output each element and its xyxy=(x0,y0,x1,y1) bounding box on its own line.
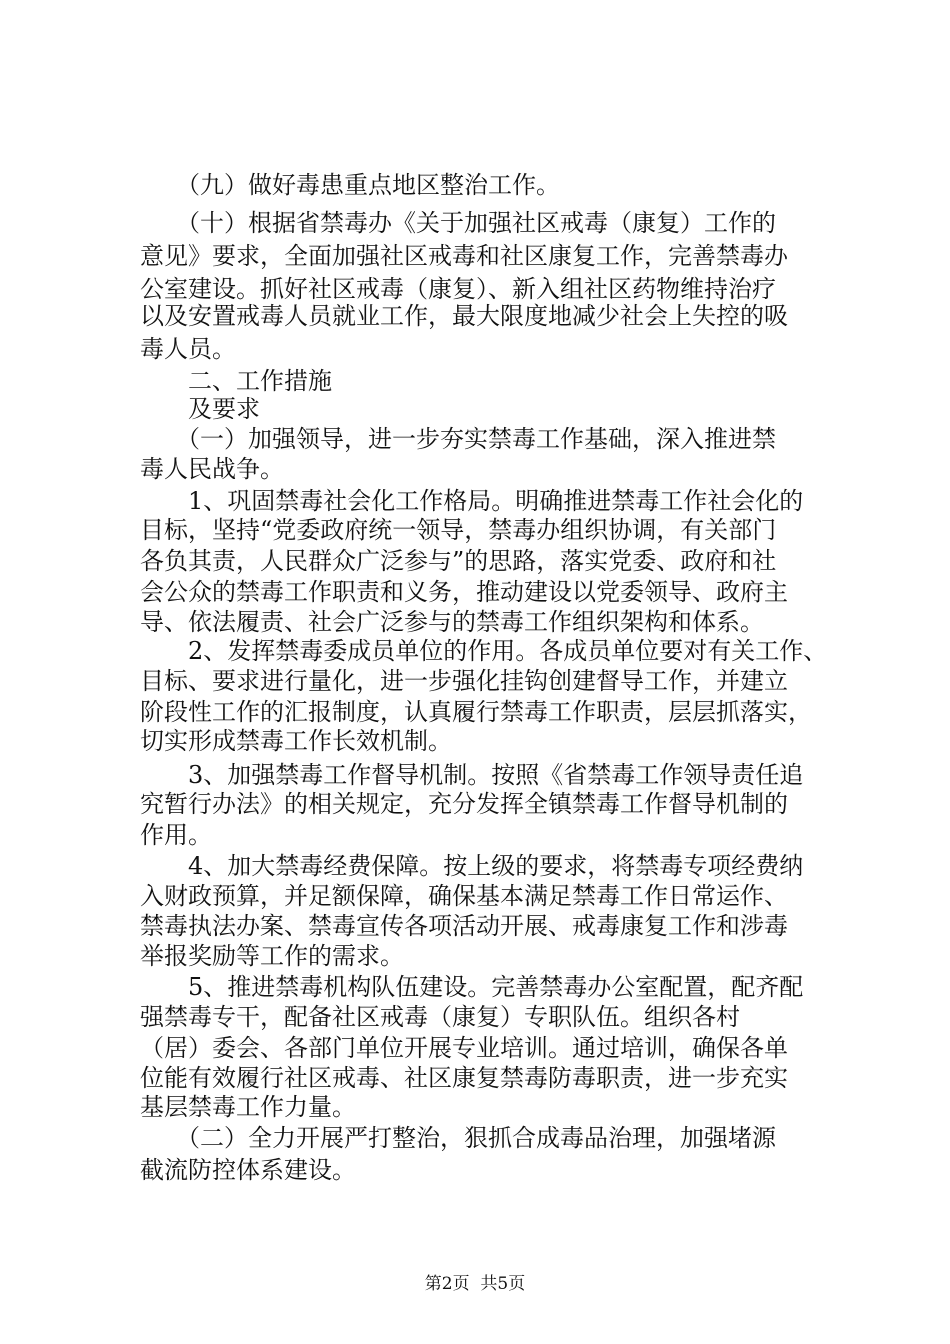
paragraph-line: （居）委会、各部门单位开展专业培训。通过培训，确保各单 xyxy=(140,1034,788,1062)
paragraph-line: 截流防控体系建设。 xyxy=(140,1156,356,1184)
paragraph-line: 毒人民战争。 xyxy=(140,455,284,483)
page-number-footer: 第2页 共5页 xyxy=(424,1274,526,1294)
paragraph-line: （九）做好毒患重点地区整治工作。 xyxy=(140,171,560,199)
paragraph-line: （十）根据省禁毒办《关于加强社区戒毒（康复）工作的 xyxy=(140,209,776,237)
paragraph-line: 3、加强禁毒工作督导机制。按照《省禁毒工作领导责任追 xyxy=(140,761,804,789)
paragraph-line: 目标，坚持“党委政府统一领导，禁毒办组织协调，有关部门 xyxy=(140,516,777,544)
paragraph-line: 位能有效履行社区戒毒、社区康复禁毒防毒职责，进一步充实 xyxy=(140,1064,788,1092)
paragraph-line: 目标、要求进行量化，进一步强化挂钩创建督导工作，并建立 xyxy=(140,667,788,695)
paragraph-line: 毒人员。 xyxy=(140,335,236,363)
paragraph-line: 基层禁毒工作力量。 xyxy=(140,1093,356,1121)
paragraph-line: 会公众的禁毒工作职责和义务，推动建设以党委领导、政府主 xyxy=(140,578,788,606)
paragraph-line: 切实形成禁毒工作长效机制。 xyxy=(140,727,452,755)
paragraph-line: 举报奖励等工作的需求。 xyxy=(140,942,404,970)
paragraph-line: 1、巩固禁毒社会化工作格局。明确推进禁毒工作社会化的 xyxy=(140,487,804,515)
paragraph-line: 究暂行办法》的相关规定，充分发挥全镇禁毒工作督导机制的 xyxy=(140,790,788,818)
paragraph-line: 公室建设。抓好社区戒毒（康复）、新入组社区药物维持治疗 xyxy=(140,275,776,303)
paragraph-line: （二）全力开展严打整治，狠抓合成毒品治理，加强堵源 xyxy=(140,1124,776,1152)
paragraph-line: 4、加大禁毒经费保障。按上级的要求，将禁毒专项经费纳 xyxy=(140,852,804,880)
paragraph-line: 导、依法履责、社会广泛参与的禁毒工作组织架构和体系。 xyxy=(140,608,764,636)
paragraph-line: 作用。 xyxy=(140,821,212,849)
paragraph-line: 禁毒执法办案、禁毒宣传各项活动开展、戒毒康复工作和涉毒 xyxy=(140,912,788,940)
paragraph-line: 各负其责，人民群众广泛参与”的思路，落实党委、政府和社 xyxy=(140,547,777,575)
paragraph-line: 意见》要求，全面加强社区戒毒和社区康复工作，完善禁毒办 xyxy=(140,242,788,270)
paragraph-line: 强禁毒专干，配备社区戒毒（康复）专职队伍。组织各村 xyxy=(140,1003,740,1031)
paragraph-line: 以及安置戒毒人员就业工作，最大限度地减少社会上失控的吸 xyxy=(140,302,788,330)
paragraph-line: （一）加强领导，进一步夯实禁毒工作基础，深入推进禁 xyxy=(140,425,776,453)
paragraph-line: 2、发挥禁毒委成员单位的作用。各成员单位要对有关工作、 xyxy=(140,637,828,665)
section-heading: 二、工作措施 xyxy=(140,367,332,395)
section-heading: 及要求 xyxy=(140,395,260,423)
paragraph-line: 5、推进禁毒机构队伍建设。完善禁毒办公室配置，配齐配 xyxy=(140,973,804,1001)
paragraph-line: 入财政预算，并足额保障，确保基本满足禁毒工作日常运作、 xyxy=(140,882,788,910)
paragraph-line: 阶段性工作的汇报制度，认真履行禁毒工作职责，层层抓落实， xyxy=(140,698,812,726)
